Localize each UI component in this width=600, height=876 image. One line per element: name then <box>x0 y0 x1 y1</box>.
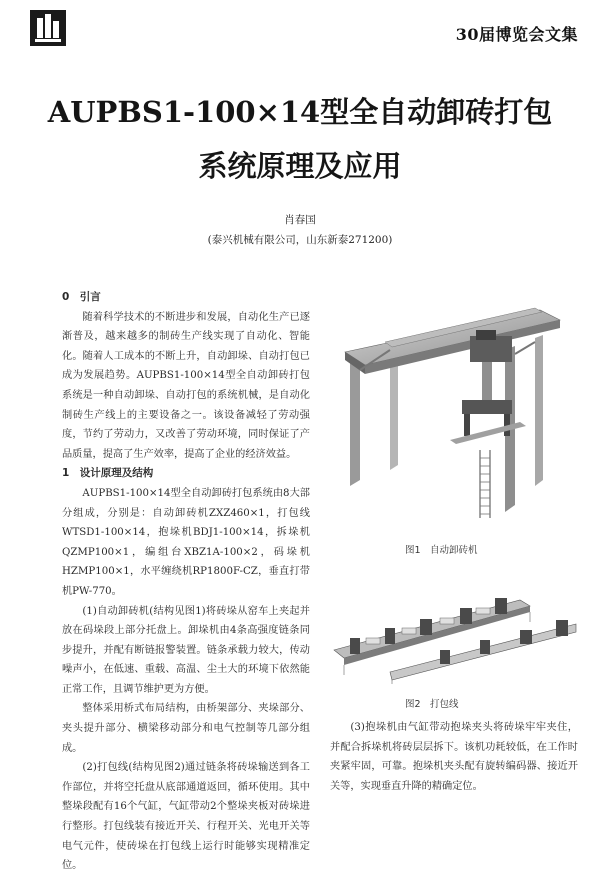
paragraph-intro: 随着科学技术的不断进步和发展，自动化生产已逐渐普及，越来越多的制砖生产线实现了自动化、智能化。随着人工成本的不断上升，自动卸垛、自动打包已成为发展趋势。AUPBS1-100×14型全自动卸砖打包系统是一种自动卸垛、自动打包的系统机械，是自动化制砖生产线上的主要设备之一。该设备减轻了劳动强度，节约了劳动力，又改善了劳动环境，同时保证了产品质量，提高了生产效率，提高了企业的经济效益。 <box>62 311 310 460</box>
section-heading-intro: 0 引言 <box>62 291 101 303</box>
article-title-line2: 系统原理及应用 <box>198 149 402 183</box>
section-heading-design: 1 设计原理及结构 <box>62 467 154 480</box>
figure-1-caption: 图1 自动卸砖机 <box>405 545 478 556</box>
author-affiliation: (泰兴机械有限公司，山东新泰271200) <box>207 234 393 246</box>
paragraph-clamping-machine: (3)抱垛机由气缸带动抱垛夹头将砖垛牢牢夹住，并配合拆垛机将砖层层拆下。该机功耗较低，在工作时夹紧牢固，可靠。抱垛机夹头配有旋转编码器、接近开关等，实现垂直升降的精确定位。 <box>330 722 578 792</box>
paragraph-unloader: (1)自动卸砖机(结构见图1)将砖垛从窑车上夹起并放在码垛段上部分托盘上。卸垛机由4条高强度链条同步提升，并配有断链报警装置。链条承载力较大，传动噪声小，在低速、重载、高温、尘土大的环境下依然能正常工作，且调节维护更为方便。 <box>62 605 310 695</box>
building-logo-icon <box>28 8 68 48</box>
right-column <box>330 718 578 796</box>
figure-2-caption: 图2 打包线 <box>405 699 459 710</box>
author-name: 肖春国 <box>284 214 316 226</box>
journal-name: 30届博览会文集 <box>455 25 578 44</box>
paragraph-packing-line: (2)打包线(结构见图2)通过链条将砖垛输送到各工作部位，并将空托盘从底部通道返回，循环使用。其中整垛段配有16个气缸，气缸带动2个整垛夹板对砖垛进行整形。打包线装有接近开关、行程开关、光电开关等电气元件，使砖垛在打包线上运行时能够实现精准定位。 <box>62 762 310 872</box>
figure-1-unloader-image <box>330 290 570 530</box>
paragraph-components: AUPBS1-100×14型全自动卸砖打包系统由8大部分组成，分别是：自动卸砖机ZXZ460×1，打包线WTSD1-100×14，抱垛机BDJ1-100×14，拆垛机QZMP100×1，编组台XBZ1A-100×2，码垛机HZMP100×1，水平缠绕机RP1800F-CZ，垂直打带机PW-770。 <box>62 487 310 597</box>
paragraph-structure: 整体采用桥式布局结构，由桥架部分、夹垛部分、夹头提升部分、横梁移动部分和电气控制等几部分组成。 <box>62 703 310 754</box>
left-column <box>62 288 310 876</box>
article-title-line1: AUPBS1-100×14型全自动卸砖打包 <box>47 95 553 129</box>
figure-2-packing-line-image <box>330 580 580 685</box>
